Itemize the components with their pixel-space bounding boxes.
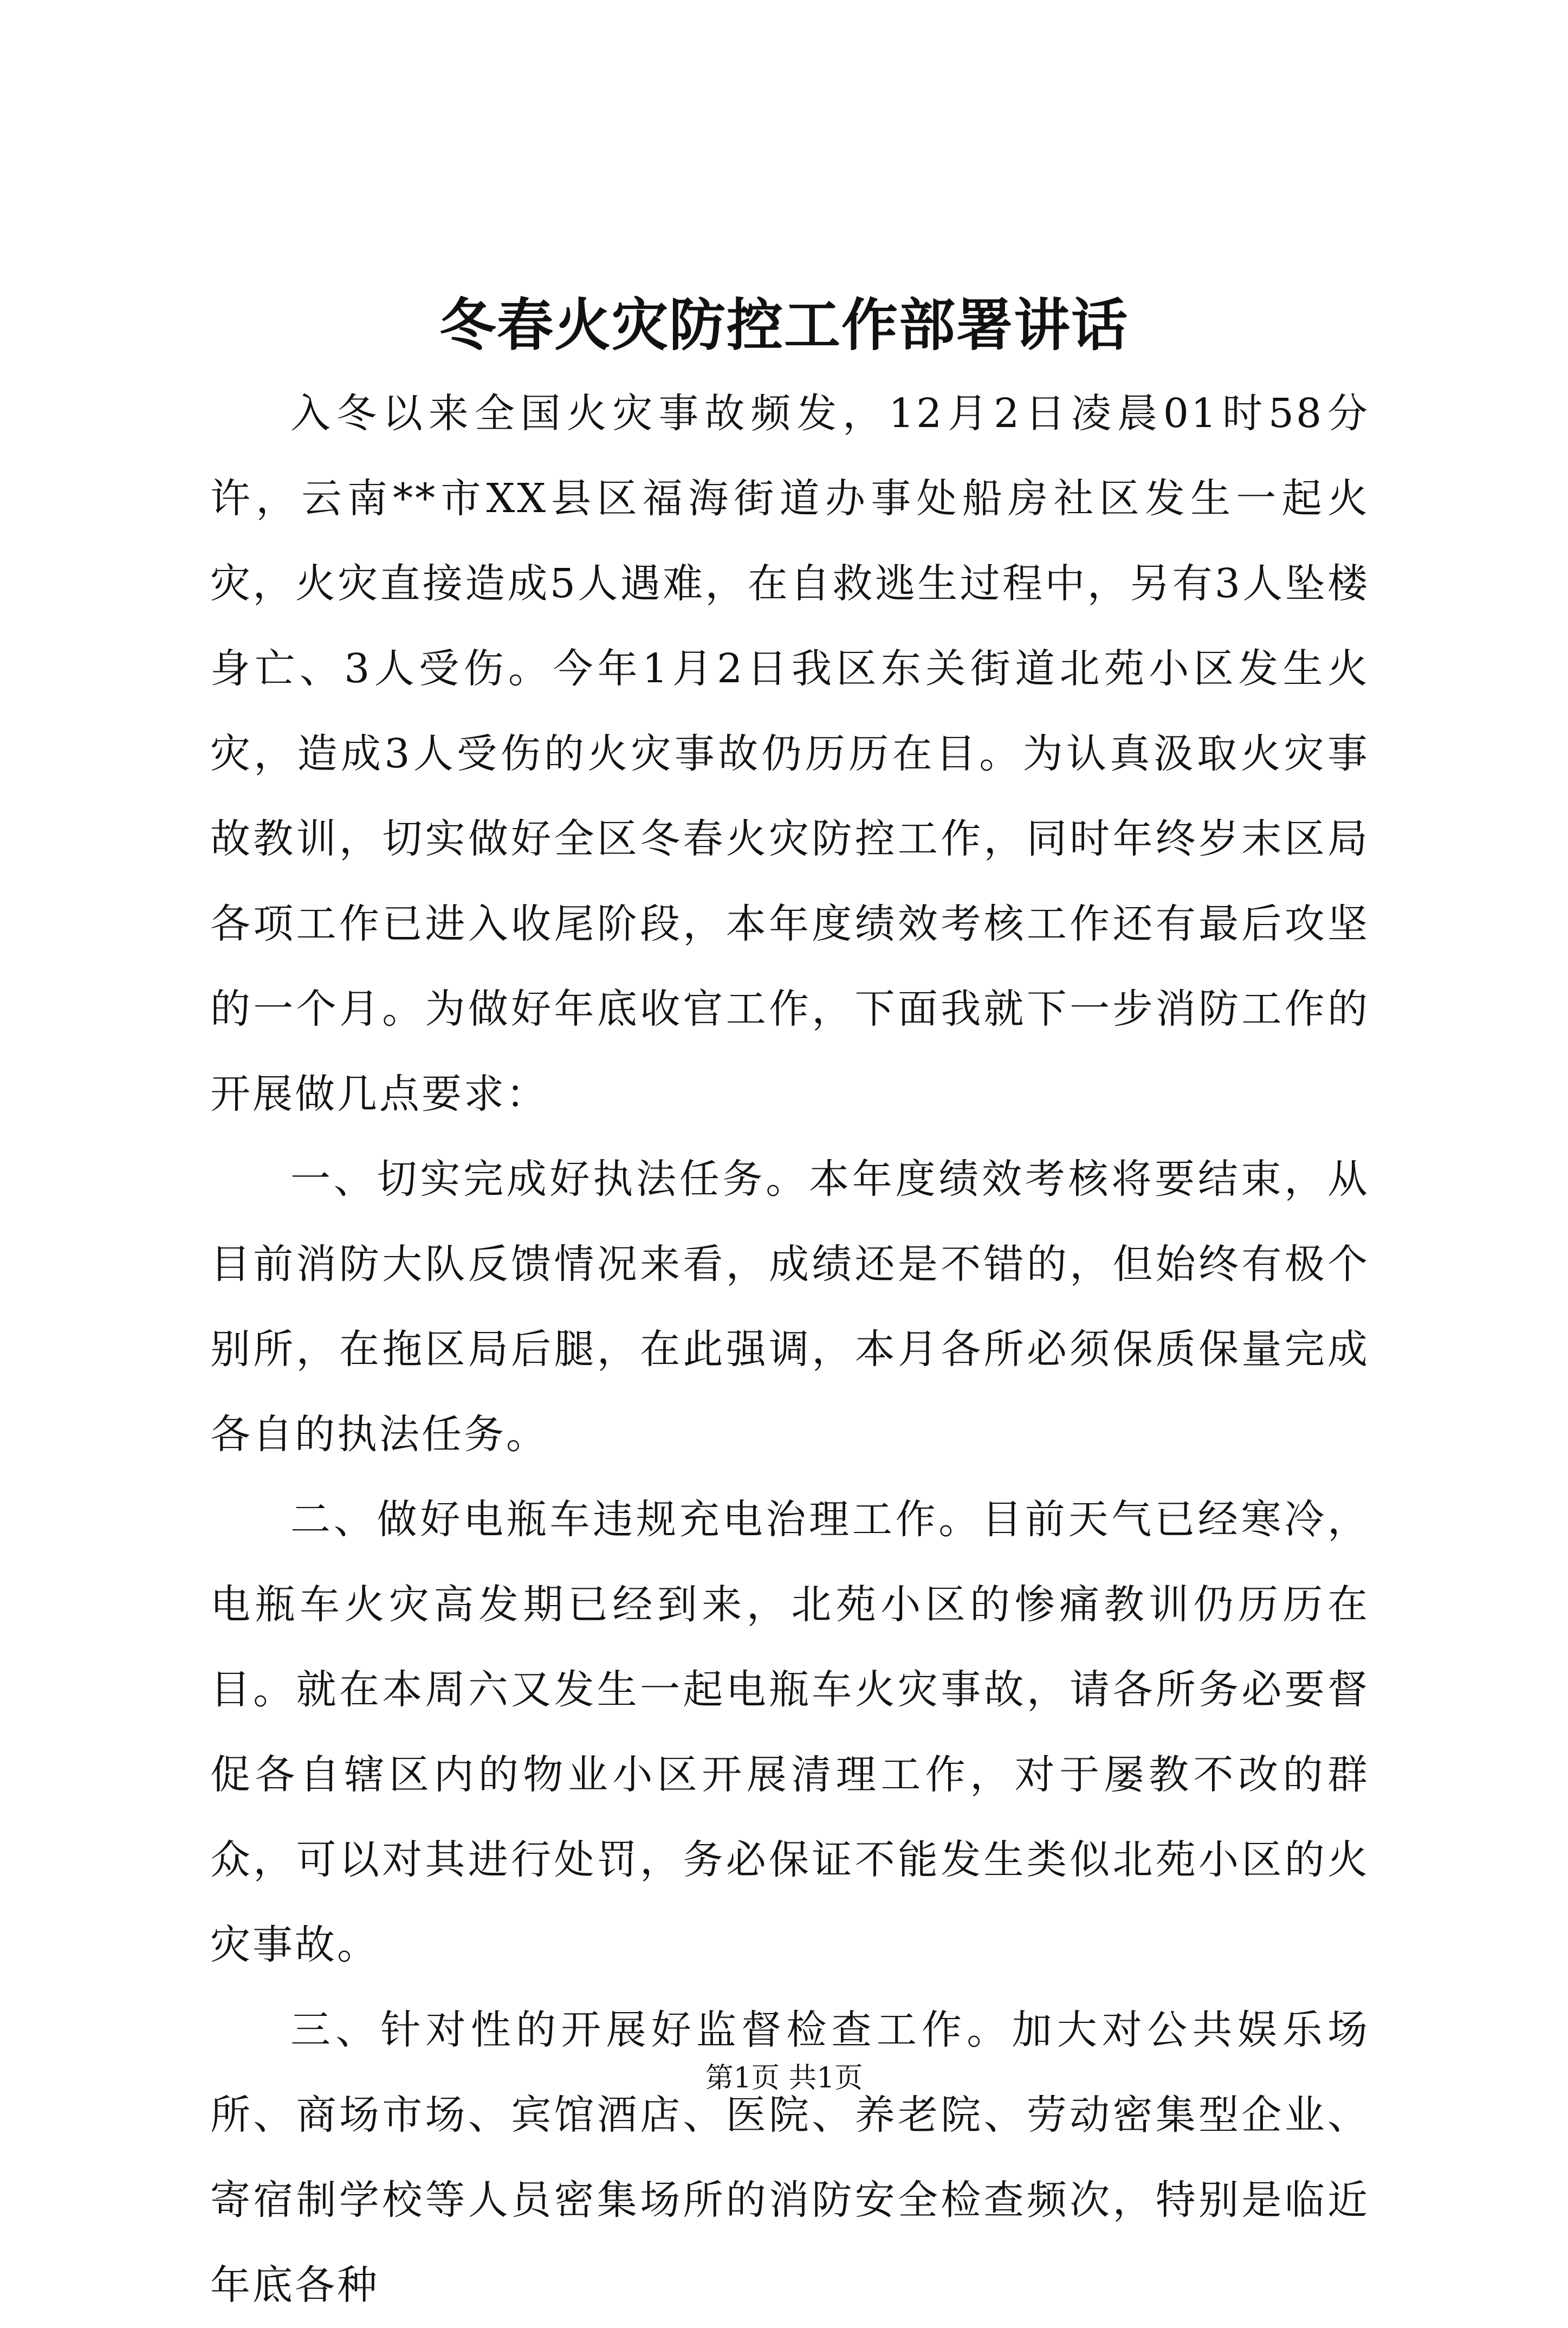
document-body bbox=[210, 371, 1370, 2328]
paragraph-item-2: 二、做好电瓶车违规充电治理工作。目前天气已经寒冷，电瓶车火灾高发期已经到来，北苑小区的惨痛教训仍历历在目。就在本周六又发生一起电瓶车火灾事故，请各所务必要督促各自辖区内的物业小区开展清理工作，对于屡教不改的群众，可以对其进行处罚，务必保证不能发生类似北苑小区的火灾事故。 bbox=[210, 1496, 1370, 1968]
paragraph-intro: 入冬以来全国火灾事故频发，12月2日凌晨01时58分许，云南**市XX县区福海街道办事处船房社区发生一起火灾，火灾直接造成5人遇难，在自救逃生过程中，另有3人坠楼身亡、3人受伤。今年1月2日我区东关街道北苑小区发生火灾，造成3人受伤的火灾事故仍历历在目。为认真汲取火灾事故教训，切实做好全区冬春火灾防控工作，同时年终岁末区局各项工作已进入收尾阶段，本年度绩效考核工作还有最后攻坚的一个月。为做好年底收官工作，下面我就下一步消防工作的开展做几点要求： bbox=[210, 390, 1370, 1117]
document-title: 冬春火灾防控工作部署讲话 bbox=[439, 292, 1129, 358]
paragraph-item-1: 一、切实完成好执法任务。本年度绩效考核将要结束，从目前消防大队反馈情况来看，成绩还是不错的，但始终有极个别所，在拖区局后腿，在此强调，本月各所必须保质保量完成各自的执法任务。 bbox=[210, 1156, 1370, 1458]
paragraph-item-3: 三、针对性的开展好监督检查工作。加大对公共娱乐场所、商场市场、宾馆酒店、医院、养老院、劳动密集型企业、寄宿制学校等人员密集场所的消防安全检查频次，特别是临近年底各种 bbox=[210, 2007, 1370, 2308]
page-footer: 第1页 共1页 bbox=[705, 2062, 863, 2094]
